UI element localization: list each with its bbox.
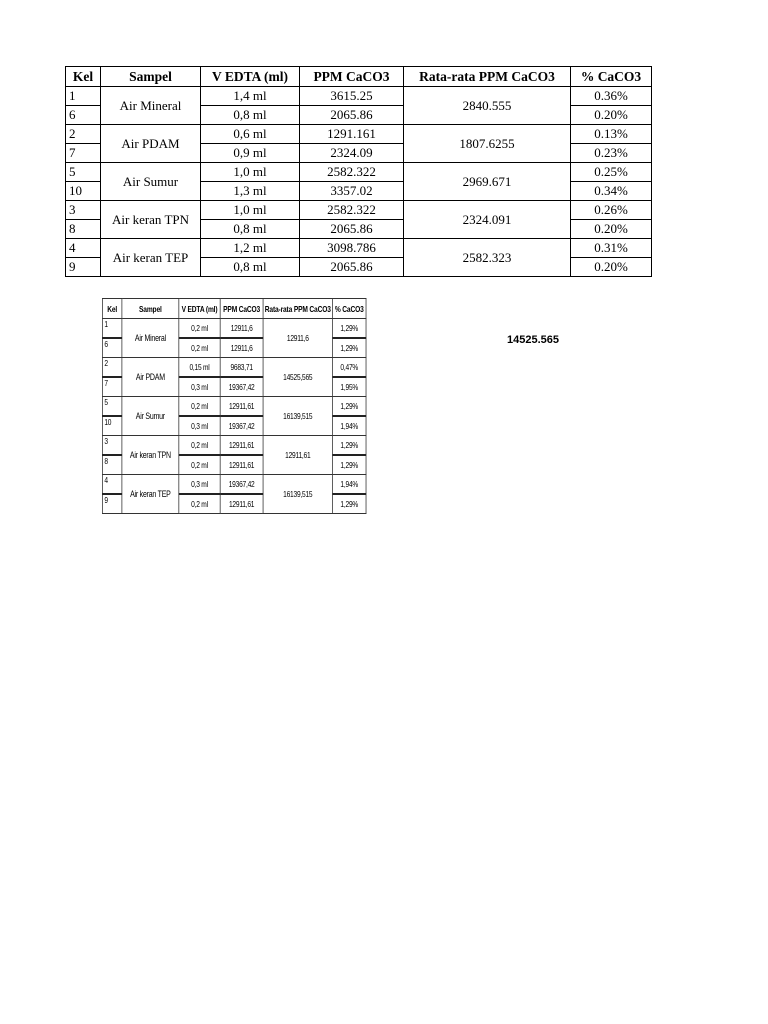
cell-pct: 0.31% <box>571 239 652 258</box>
cell-vedta: 1,2 ml <box>201 239 300 258</box>
table-row <box>66 201 652 220</box>
cell-avg-ppm: 2969.671 <box>404 163 571 201</box>
cell-pct: 1,29% <box>332 397 366 417</box>
table-row <box>66 125 652 144</box>
cell-pct: 1,94% <box>332 475 366 495</box>
cell-kel: 10 <box>102 416 122 436</box>
cell-pct: 0.13% <box>571 125 652 144</box>
cell-sampel: Air keran TPN <box>101 201 201 239</box>
cell-pct: 0.20% <box>571 220 652 239</box>
cell-pct: 0.23% <box>571 144 652 163</box>
cell-ppm: 19367,42 <box>220 475 263 495</box>
cell-sampel: Air PDAM <box>122 358 179 397</box>
cell-vedta: 1,0 ml <box>201 163 300 182</box>
header-avg-ppm: Rata-rata PPM CaCO3 <box>263 299 332 319</box>
cell-avg-ppm: 16139,515 <box>263 397 332 436</box>
cell-kel: 8 <box>102 455 122 475</box>
cell-ppm: 12911,61 <box>220 397 263 417</box>
table-row <box>102 475 366 495</box>
cell-avg-ppm: 1807.6255 <box>404 125 571 163</box>
cell-kel: 1 <box>102 319 122 339</box>
cell-kel: 9 <box>102 494 122 514</box>
cell-kel: 5 <box>66 163 101 182</box>
cell-kel: 1 <box>66 87 101 106</box>
cell-vedta: 0,2 ml <box>179 455 220 475</box>
header-kel: Kel <box>102 299 122 319</box>
cell-sampel: Air Mineral <box>101 87 201 125</box>
scanned-results-table <box>102 298 366 514</box>
cell-ppm: 2582.322 <box>300 201 404 220</box>
cell-pct: 1,29% <box>332 436 366 456</box>
cell-ppm: 12911,6 <box>220 319 263 339</box>
cell-sampel: Air keran TEP <box>122 475 179 514</box>
cell-pct: 1,29% <box>332 455 366 475</box>
cell-ppm: 2582.322 <box>300 163 404 182</box>
header-avg-ppm: Rata-rata PPM CaCO3 <box>404 67 571 87</box>
cell-vedta: 0,15 ml <box>179 358 220 378</box>
cell-vedta: 0,3 ml <box>179 377 220 397</box>
table-row <box>66 87 652 106</box>
cell-kel: 7 <box>66 144 101 163</box>
cell-pct: 0,47% <box>332 358 366 378</box>
cell-vedta: 0,3 ml <box>179 416 220 436</box>
cell-kel: 6 <box>66 106 101 125</box>
cell-pct: 0.34% <box>571 182 652 201</box>
main-results-table <box>65 66 652 277</box>
header-ppm: PPM CaCO3 <box>300 67 404 87</box>
cell-pct: 0.20% <box>571 258 652 277</box>
cell-kel: 8 <box>66 220 101 239</box>
cell-pct: 1,29% <box>332 338 366 358</box>
cell-pct: 1,95% <box>332 377 366 397</box>
header-pct: % CaCO3 <box>571 67 652 87</box>
cell-ppm: 2065.86 <box>300 258 404 277</box>
header-vedta: V EDTA (ml) <box>201 67 300 87</box>
cell-ppm: 12911,61 <box>220 436 263 456</box>
cell-ppm: 2324.09 <box>300 144 404 163</box>
cell-pct: 1,94% <box>332 416 366 436</box>
cell-ppm: 3357.02 <box>300 182 404 201</box>
cell-sampel: Air keran TPN <box>122 436 179 475</box>
cell-pct: 0.25% <box>571 163 652 182</box>
cell-kel: 9 <box>66 258 101 277</box>
cell-avg-ppm: 12911,61 <box>263 436 332 475</box>
header-row <box>102 299 366 319</box>
table-row <box>102 397 366 417</box>
cell-kel: 10 <box>66 182 101 201</box>
table-row <box>66 239 652 258</box>
cell-vedta: 0,2 ml <box>179 436 220 456</box>
cell-ppm: 1291.161 <box>300 125 404 144</box>
cell-pct: 1,29% <box>332 494 366 514</box>
cell-pct: 1,29% <box>332 319 366 339</box>
cell-vedta: 0,3 ml <box>179 475 220 495</box>
table-row <box>102 436 366 456</box>
header-kel: Kel <box>66 67 101 87</box>
cell-kel: 5 <box>102 397 122 417</box>
cell-ppm: 12911,6 <box>220 338 263 358</box>
cell-vedta: 1,4 ml <box>201 87 300 106</box>
header-row <box>66 67 652 87</box>
cell-vedta: 0,9 ml <box>201 144 300 163</box>
cell-ppm: 19367,42 <box>220 377 263 397</box>
side-note-value: 14525.565 <box>507 334 559 346</box>
cell-kel: 3 <box>102 436 122 456</box>
cell-ppm: 3615.25 <box>300 87 404 106</box>
cell-vedta: 0,2 ml <box>179 319 220 339</box>
header-vedta: V EDTA (ml) <box>179 299 220 319</box>
cell-kel: 2 <box>66 125 101 144</box>
header-sampel: Sampel <box>122 299 179 319</box>
cell-kel: 6 <box>102 338 122 358</box>
cell-avg-ppm: 14525,565 <box>263 358 332 397</box>
cell-sampel: Air Sumur <box>101 163 201 201</box>
cell-vedta: 1,3 ml <box>201 182 300 201</box>
cell-vedta: 0,2 ml <box>179 397 220 417</box>
header-sampel: Sampel <box>101 67 201 87</box>
cell-avg-ppm: 16139,515 <box>263 475 332 514</box>
cell-pct: 0.20% <box>571 106 652 125</box>
cell-avg-ppm: 2324.091 <box>404 201 571 239</box>
cell-sampel: Air PDAM <box>101 125 201 163</box>
cell-vedta: 0,6 ml <box>201 125 300 144</box>
cell-vedta: 0,2 ml <box>179 338 220 358</box>
cell-ppm: 3098.786 <box>300 239 404 258</box>
cell-kel: 2 <box>102 358 122 378</box>
cell-vedta: 1,0 ml <box>201 201 300 220</box>
cell-sampel: Air Mineral <box>122 319 179 358</box>
cell-kel: 7 <box>102 377 122 397</box>
cell-pct: 0.26% <box>571 201 652 220</box>
cell-ppm: 19367,42 <box>220 416 263 436</box>
cell-vedta: 0,2 ml <box>179 494 220 514</box>
cell-ppm: 9683,71 <box>220 358 263 378</box>
cell-kel: 4 <box>102 475 122 495</box>
cell-vedta: 0,8 ml <box>201 220 300 239</box>
cell-pct: 0.36% <box>571 87 652 106</box>
header-pct: % CaCO3 <box>332 299 366 319</box>
table-row <box>102 319 366 339</box>
cell-avg-ppm: 2582.323 <box>404 239 571 277</box>
cell-avg-ppm: 12911,6 <box>263 319 332 358</box>
cell-vedta: 0,8 ml <box>201 258 300 277</box>
cell-ppm: 2065.86 <box>300 106 404 125</box>
cell-ppm: 2065.86 <box>300 220 404 239</box>
cell-ppm: 12911,61 <box>220 494 263 514</box>
cell-vedta: 0,8 ml <box>201 106 300 125</box>
cell-kel: 4 <box>66 239 101 258</box>
table-row <box>102 358 366 378</box>
cell-ppm: 12911,61 <box>220 455 263 475</box>
cell-sampel: Air Sumur <box>122 397 179 436</box>
cell-avg-ppm: 2840.555 <box>404 87 571 125</box>
cell-sampel: Air keran TEP <box>101 239 201 277</box>
table-row <box>66 163 652 182</box>
cell-kel: 3 <box>66 201 101 220</box>
header-ppm: PPM CaCO3 <box>220 299 263 319</box>
